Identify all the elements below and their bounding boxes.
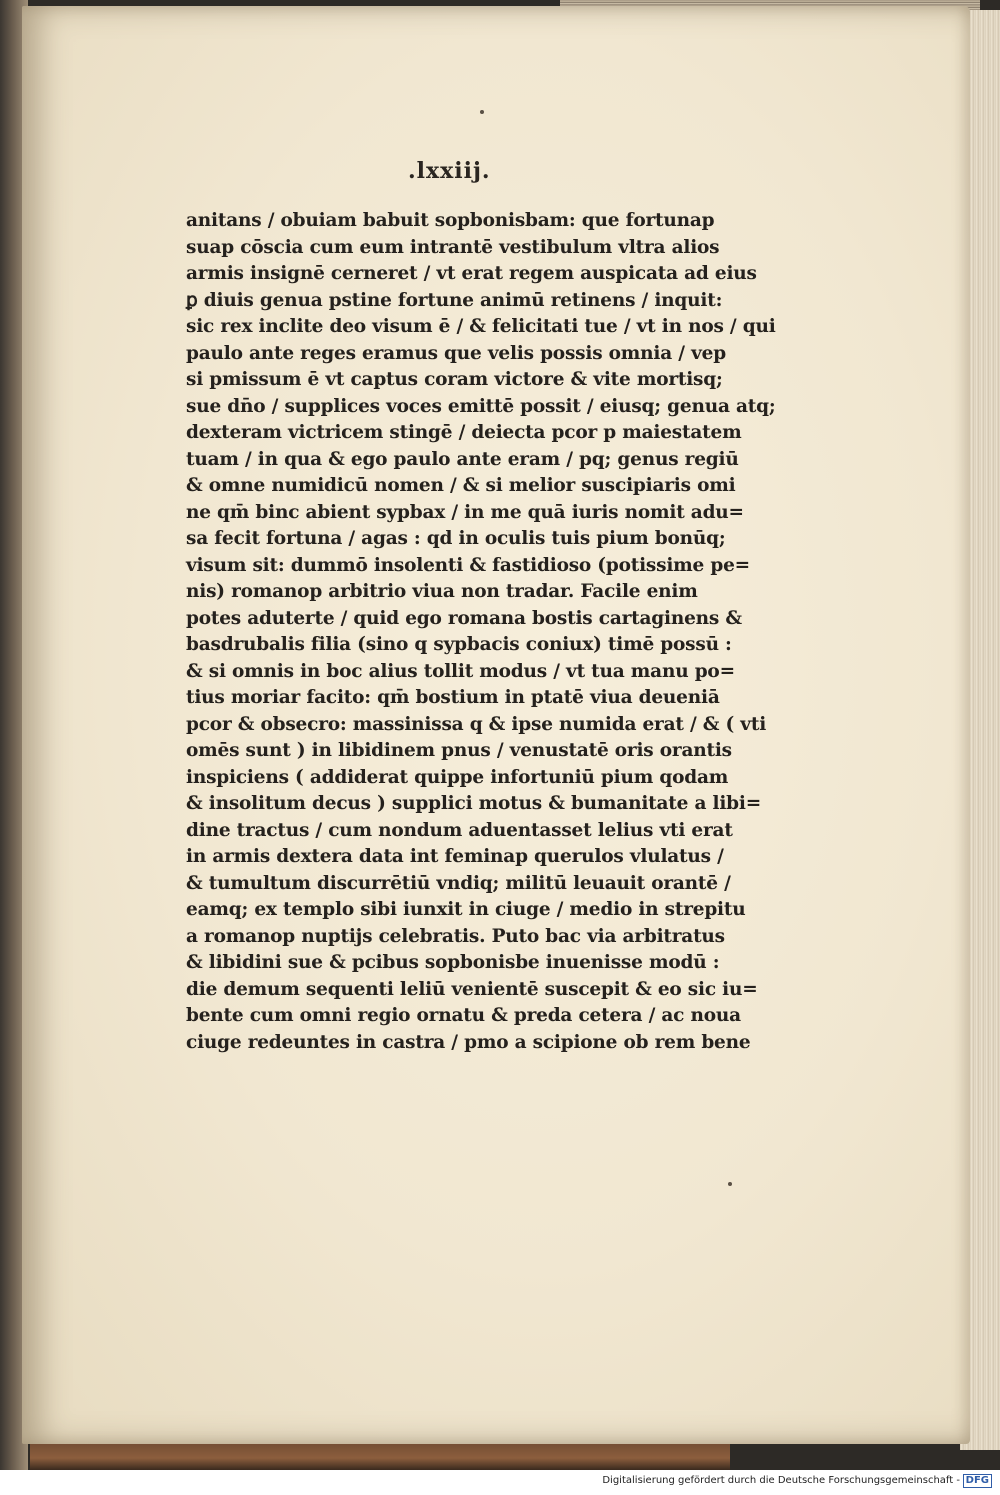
text-line: pcor & obsecro: massinissa q & ipse numida erat / & ( vti bbox=[186, 713, 767, 735]
text-line: bente cum omni regio ornatu & preda cetera / ac noua bbox=[186, 1005, 741, 1026]
dfg-logo: DFG bbox=[963, 1474, 992, 1488]
text-line: & insolitum decus ) supplici motus & bumanitate a libi= bbox=[186, 793, 762, 814]
text-line: & omne numidicū nomen / & si melior suscipiaris omi bbox=[186, 475, 736, 496]
text-line: ne qm̄ binc abient sypbax / in me quā iuris nomit adu= bbox=[186, 501, 744, 523]
text-line: nis) romanop arbitrio viua non tradar. Facile enim bbox=[186, 581, 698, 602]
ink-speck bbox=[728, 1182, 732, 1186]
text-line: visum sit: dummō insolenti & fastidioso (potissime pe= bbox=[186, 554, 750, 576]
footer-credit: Digitalisierung gefördert durch die Deutsche Forschungsgemeinschaft - bbox=[602, 1475, 960, 1486]
text-line: dine tractus / cum nondum aduentasset lelius vti erat bbox=[186, 819, 733, 841]
text-line: suap cōscia cum eum intrantē vestibulum vltra alios bbox=[186, 236, 720, 258]
text-line: die demum sequenti leliū venientē suscepit & eo sic iu= bbox=[186, 978, 758, 1000]
text-line: inspiciens ( addiderat quippe infortuniū pium qodam bbox=[186, 766, 729, 788]
text-line: paulo ante reges eramus que velis possis omnia / vep bbox=[186, 342, 726, 364]
text-line: & si omnis in boc alius tollit modus / vt tua manu po= bbox=[186, 660, 735, 682]
text-line: ciuge redeuntes in castra / pmo a scipione ob rem bene bbox=[186, 1031, 751, 1053]
binding-leather bbox=[30, 1440, 730, 1470]
text-line: & libidini sue & pcibus sopbonisbe inuenisse modū : bbox=[186, 952, 720, 973]
text-line: a romanop nuptijs celebratis. Puto bac via arbitratus bbox=[186, 925, 725, 947]
text-line: potes aduterte / quid ego romana bostis cartaginens & bbox=[186, 607, 742, 629]
text-line: sue dn̄o / supplices voces emittē possit / eiusq; genua atq; bbox=[186, 395, 776, 417]
text-line: dexteram victricem stingē / deiecta pcor p maiestatem bbox=[186, 422, 742, 443]
text-block bbox=[186, 208, 776, 1056]
text-line: armis insignē cerneret / vt erat regem auspicata ad eius bbox=[186, 263, 757, 284]
text-line: omēs sunt ) in libidinem pnus / venustatē oris orantis bbox=[186, 740, 732, 761]
text-line: tuam / in qua & ego paulo ante eram / pq; genus regiū bbox=[186, 448, 739, 470]
text-line: in armis dextera data int feminap querulos vlulatus / bbox=[186, 846, 724, 867]
text-line: & tumultum discurrētiū vndiq; militū leuauit orantē / bbox=[186, 872, 731, 894]
text-line: anitans / obuiam babuit sopbonisbam: que fortunap bbox=[186, 210, 715, 231]
folio-number: .lxxiij. bbox=[408, 158, 491, 184]
text-line: eamq; ex templo sibi iunxit in ciuge / medio in strepitu bbox=[186, 899, 746, 920]
ink-speck bbox=[480, 110, 484, 114]
text-line: si pmissum ē vt captus coram victore & vite mortisq; bbox=[186, 369, 723, 390]
text-line: tius moriar facito: qm̄ bostium in ptatē viua deueniā bbox=[186, 687, 720, 708]
text-line: ꝑ diuis genua pstine fortune animū retinens / inquit: bbox=[186, 289, 723, 311]
text-line: sa fecit fortuna / agas : qd in oculis tuis pium bonūq; bbox=[186, 528, 726, 549]
text-line: basdrubalis filia (sino q sypbacis coniux) timē possū : bbox=[186, 634, 732, 655]
text-line: sic rex inclite deo visum ē / & felicitati tue / vt in nos / qui bbox=[186, 316, 776, 337]
